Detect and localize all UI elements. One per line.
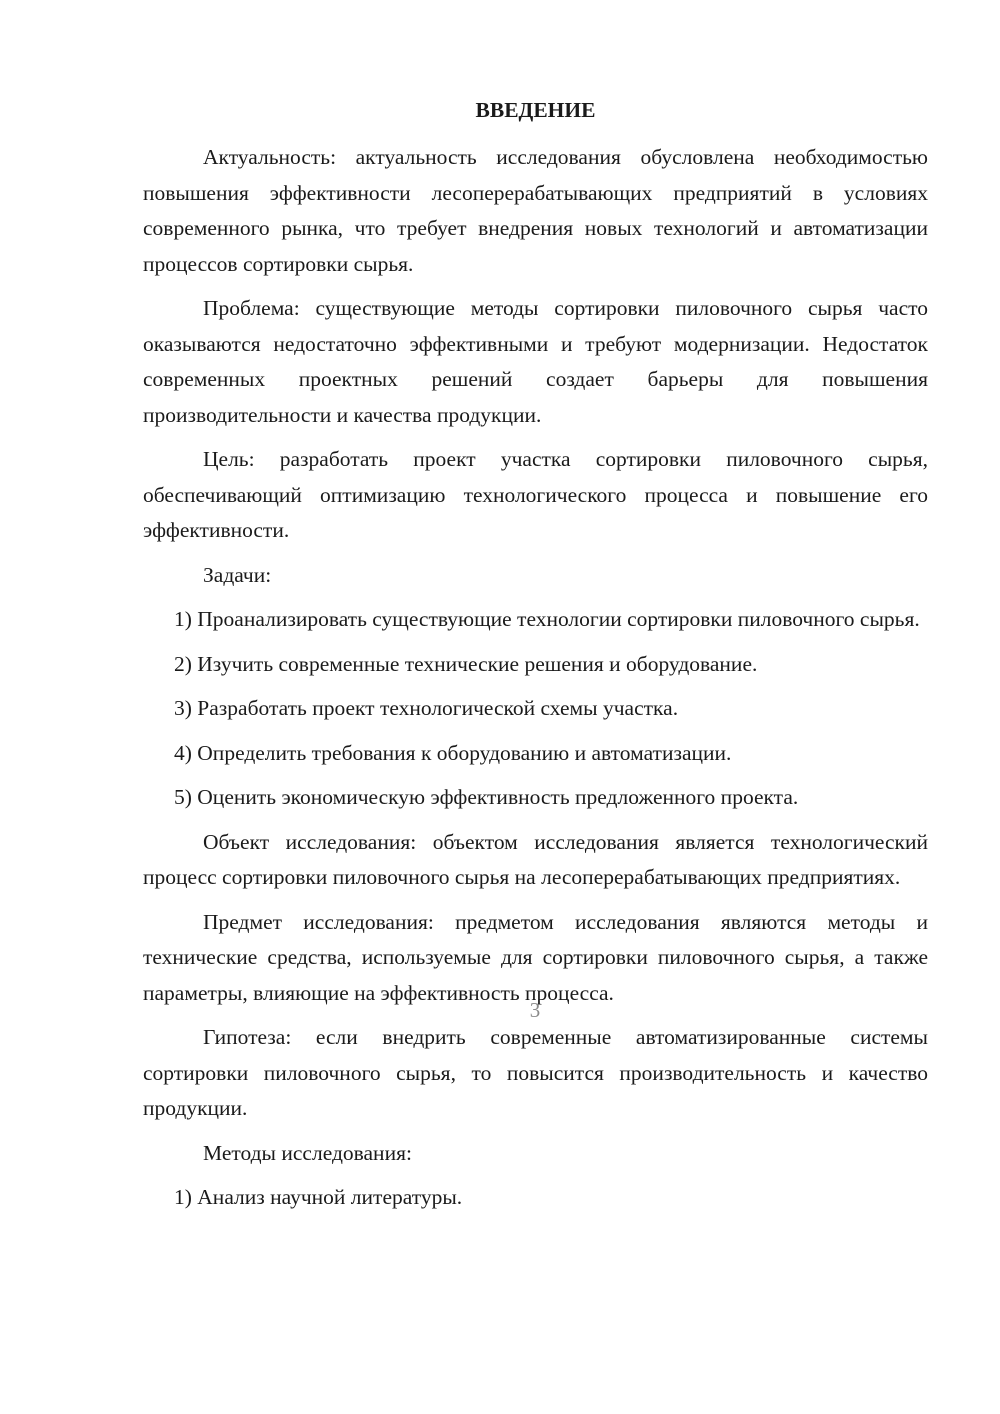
tasks-heading: Задачи: — [203, 562, 272, 587]
method-item-1: 1) Анализ научной литературы. — [174, 1185, 463, 1209]
subject-paragraph: Предмет исследования: предметом исследования являются методы и технические средства, используемые для сортировки пиловочного сырья, а также параметры, влияющие на эффективность процесса. — [143, 909, 928, 1005]
task-item-2: 2) Изучить современные технические решения и оборудование. — [174, 651, 758, 676]
page-number: 3 — [529, 998, 541, 1022]
object-paragraph: Объект исследования: объектом исследования является технологический процесс сортировки пиловочного сырья на лесоперерабатывающих предприятиях. — [143, 829, 928, 889]
task-item-3: 3) Разработать проект технологической схемы участка. — [174, 696, 679, 720]
document-page — [143, 95, 928, 1225]
hypothesis-paragraph: Гипотеза: если внедрить современные автоматизированные системы сортировки пиловочного сырья, то повысится производительность и качество продукции. — [143, 1025, 928, 1120]
relevance-paragraph: Актуальность: актуальность исследования обусловлена необходимостью повышения эффективности лесоперерабатывающих предприятий в условиях современного рынка, что требует внедрения новых технологий и автоматизации процессов сортировки сырья. — [143, 145, 928, 276]
task-item-5: 5) Оценить экономическую эффективность предложенного проекта. — [174, 785, 799, 809]
problem-paragraph: Проблема: существующие методы сортировки пиловочного сырья часто оказываются недостаточно эффективными и требуют модернизации. Недостаток современных проектных решений создает барьеры для повышения производительности и качества продукции. — [143, 296, 928, 427]
section-title: ВВЕДЕНИЕ — [475, 98, 596, 122]
task-item-4: 4) Определить требования к оборудованию и автоматизации. — [174, 740, 732, 765]
goal-paragraph: Цель: разработать проект участка сортировки пиловочного сырья, обеспечивающий оптимизацию технологического процесса и повышение его эффективности. — [143, 447, 928, 542]
methods-heading: Методы исследования: — [203, 1140, 412, 1165]
task-item-1: 1) Проанализировать существующие технологии сортировки пиловочного сырья. — [174, 607, 920, 631]
